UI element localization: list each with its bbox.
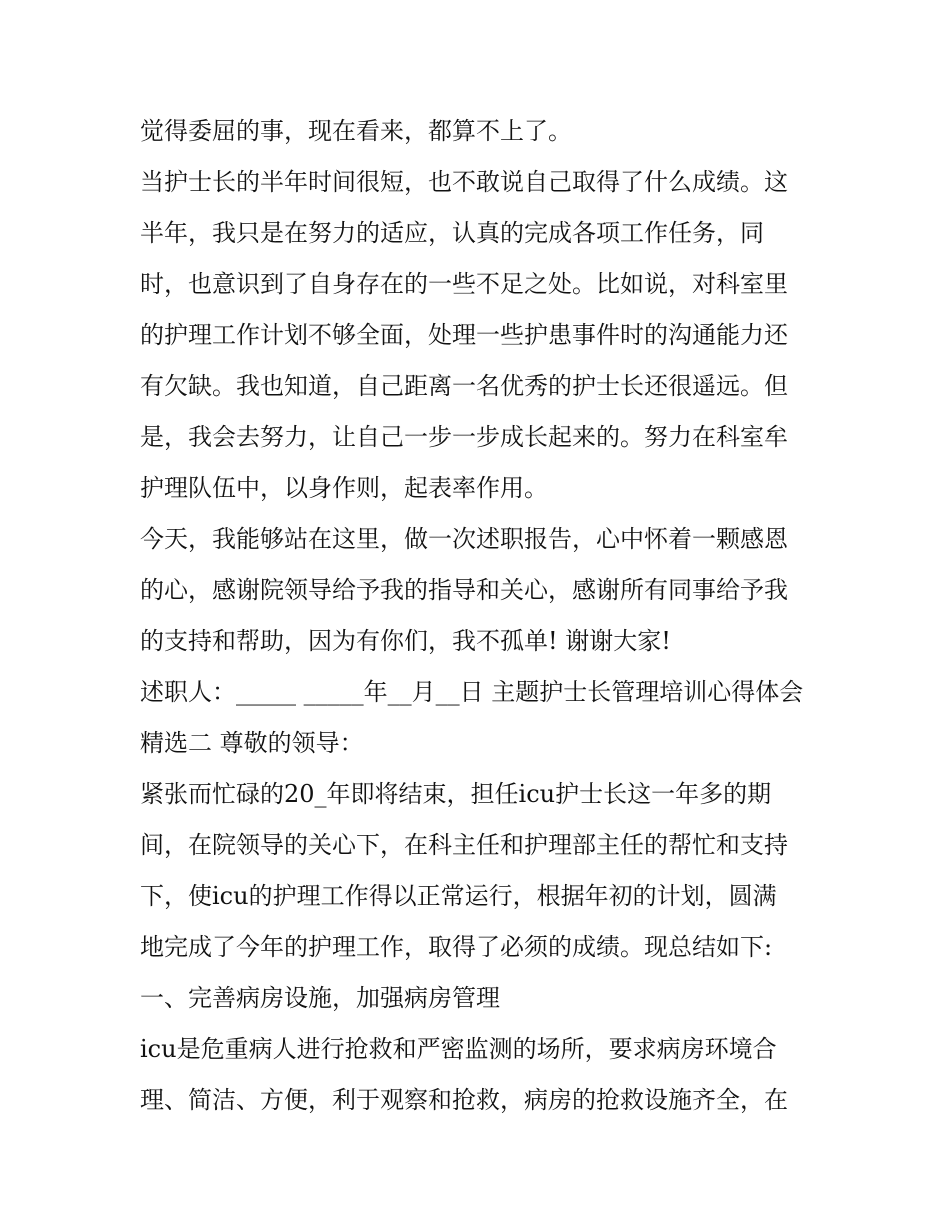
text-line: 间，在院领导的关心下，在科主任和护理部主任的帮忙和支持 (140, 831, 788, 859)
text-line: 的支持和帮助，因为有你们，我不孤单! 谢谢大家! (140, 627, 671, 655)
text-line: 有欠缺。我也知道，自己距离一名优秀的护士长还很遥远。但 (140, 372, 788, 400)
text-line: 时，也意识到了自身存在的一些不足之处。比如说，对科室里 (140, 270, 788, 298)
text-line: 半年，我只是在努力的适应，认真的完成各项工作任务，同 (140, 219, 764, 247)
signature-line: 述职人：_____ _____年__月__日 主题护士长管理培训心得体会 (140, 678, 804, 706)
text-line: 的护理工作计划不够全面，处理一些护患事件时的沟通能力还 (140, 321, 788, 349)
text-line: 觉得委屈的事，现在看来，都算不上了。 (140, 117, 572, 145)
document-body (140, 106, 820, 1126)
text-line: 是，我会去努力，让自己一步一步成长起来的。努力在科室牟 (140, 423, 788, 451)
text-line: 紧张而忙碌的20_年即将结束，担任icu护士长这一年多的期 (140, 780, 772, 808)
salutation-line: 精选二 尊敬的领导： (140, 729, 364, 757)
text-line: 的心，感谢院领导给予我的指导和关心，感谢所有同事给予我 (140, 576, 788, 604)
section-heading: 一、完善病房设施，加强病房管理 (140, 984, 500, 1012)
text-line: 当护士长的半年时间很短，也不敢说自己取得了什么成绩。这 (140, 168, 788, 196)
text-line: icu是危重病人进行抢救和严密监测的场所，要求病房环境合 (140, 1035, 777, 1063)
text-line: 护理队伍中，以身作则，起表率作用。 (140, 474, 548, 502)
text-line: 下，使icu的护理工作得以正常运行，根据年初的计划，圆满 (140, 882, 777, 910)
text-line: 今天，我能够站在这里，做一次述职报告，心中怀着一颗感恩 (140, 525, 788, 553)
text-line: 理、简洁、方便，利于观察和抢救，病房的抢救设施齐全，在 (140, 1086, 788, 1114)
text-line: 地完成了今年的护理工作，取得了必须的成绩。现总结如下: (140, 933, 773, 961)
